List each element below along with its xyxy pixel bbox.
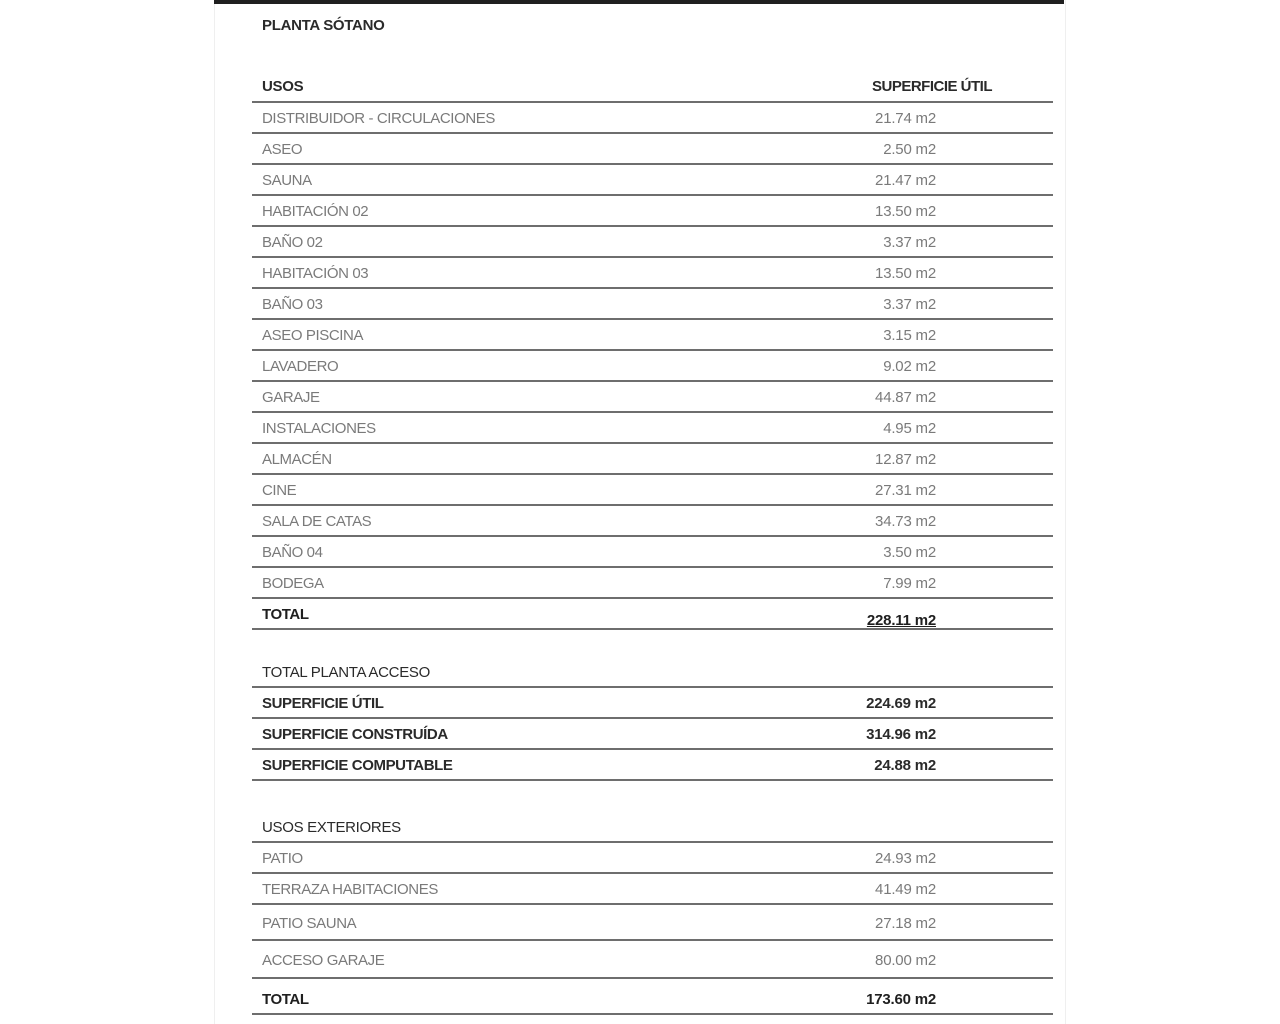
planta-acceso-heading: TOTAL PLANTA ACCESO <box>262 664 430 681</box>
row-value: 4.95 m2 <box>883 420 936 437</box>
exteriores-header-rule <box>252 812 1053 843</box>
row-label: GARAJE <box>262 389 320 406</box>
superficie-util-header: SUPERFICIE ÚTIL <box>871 78 992 95</box>
row-label: LAVADERO <box>262 358 339 375</box>
row-value: 314.96 m2 <box>866 726 936 743</box>
table-row <box>252 874 1053 905</box>
row-value: 12.87 m2 <box>875 451 936 468</box>
row-value: 224.69 m2 <box>866 695 936 712</box>
row-label: HABITACIÓN 03 <box>262 265 369 282</box>
table-row <box>252 227 1053 258</box>
usos-rows <box>252 103 1053 599</box>
table-row <box>252 688 1053 719</box>
row-label: SUPERFICIE ÚTIL <box>262 695 384 712</box>
usos-exteriores-table <box>252 812 1053 1015</box>
page-title: PLANTA SÓTANO <box>262 17 385 34</box>
table-row <box>252 165 1053 196</box>
planta-acceso-table <box>252 657 1053 781</box>
table-row <box>252 475 1053 506</box>
row-value: 27.31 m2 <box>875 482 936 499</box>
table-row <box>252 843 1053 874</box>
table-row <box>252 506 1053 537</box>
row-label: SAUNA <box>262 172 312 189</box>
row-label: SUPERFICIE CONSTRUÍDA <box>262 726 448 743</box>
row-label: PATIO <box>262 850 303 867</box>
exteriores-total-label: TOTAL <box>262 991 309 1008</box>
usos-header: USOS <box>262 78 304 95</box>
row-value: 80.00 m2 <box>875 952 936 969</box>
row-label: TERRAZA HABITACIONES <box>262 881 438 898</box>
row-value: 13.50 m2 <box>875 265 936 282</box>
table-row <box>252 320 1053 351</box>
top-border <box>214 0 1064 4</box>
usos-total-label: TOTAL <box>262 606 309 623</box>
row-value: 34.73 m2 <box>875 513 936 530</box>
row-label: BODEGA <box>262 575 324 592</box>
row-value: 2.50 m2 <box>883 141 936 158</box>
row-value: 24.88 m2 <box>874 757 936 774</box>
row-label: PATIO SAUNA <box>262 915 357 932</box>
row-label: ASEO PISCINA <box>262 327 364 344</box>
row-value: 21.74 m2 <box>875 110 936 127</box>
row-label: INSTALACIONES <box>262 420 376 437</box>
row-label: ACCESO GARAJE <box>262 952 385 969</box>
table-row <box>252 413 1053 444</box>
row-value: 21.47 m2 <box>875 172 936 189</box>
row-value: 24.93 m2 <box>875 850 936 867</box>
acceso-rows <box>252 688 1053 781</box>
table-row <box>252 444 1053 475</box>
table-row <box>252 103 1053 134</box>
table-row <box>252 905 1053 941</box>
table-row <box>252 537 1053 568</box>
row-value: 7.99 m2 <box>883 575 936 592</box>
row-value: 44.87 m2 <box>875 389 936 406</box>
row-value: 13.50 m2 <box>875 203 936 220</box>
usos-table <box>252 87 1053 630</box>
exteriores-total-row <box>252 979 1053 1015</box>
row-label: DISTRIBUIDOR - CIRCULACIONES <box>262 110 495 127</box>
acceso-header-rule <box>252 657 1053 688</box>
table-row <box>252 750 1053 781</box>
row-label: BAÑO 02 <box>262 234 323 251</box>
row-label: HABITACIÓN 02 <box>262 203 369 220</box>
row-label: ASEO <box>262 141 303 158</box>
usos-total-row <box>252 599 1053 630</box>
row-value: 3.37 m2 <box>883 296 936 313</box>
table-header-rule <box>252 87 1053 103</box>
row-label: ALMACÉN <box>262 451 332 468</box>
row-value: 9.02 m2 <box>883 358 936 375</box>
row-label: BAÑO 04 <box>262 544 323 561</box>
table-row <box>252 134 1053 165</box>
row-value: 3.37 m2 <box>883 234 936 251</box>
usos-exteriores-heading: USOS EXTERIORES <box>262 819 401 836</box>
table-row <box>252 258 1053 289</box>
row-value: 3.50 m2 <box>883 544 936 561</box>
row-value: 3.15 m2 <box>883 327 936 344</box>
row-value: 27.18 m2 <box>875 915 936 932</box>
table-row <box>252 568 1053 599</box>
usos-total-value: 228.11 m2 <box>866 612 936 629</box>
table-row <box>252 289 1053 320</box>
row-label: SALA DE CATAS <box>262 513 372 530</box>
table-row <box>252 351 1053 382</box>
row-value: 41.49 m2 <box>875 881 936 898</box>
row-label: SUPERFICIE COMPUTABLE <box>262 757 453 774</box>
exteriores-total-value: 173.60 m2 <box>866 991 936 1008</box>
table-row <box>252 719 1053 750</box>
table-row <box>252 941 1053 979</box>
table-row <box>252 382 1053 413</box>
row-label: BAÑO 03 <box>262 296 323 313</box>
exteriores-rows <box>252 843 1053 979</box>
table-row <box>252 196 1053 227</box>
row-label: CINE <box>262 482 297 499</box>
